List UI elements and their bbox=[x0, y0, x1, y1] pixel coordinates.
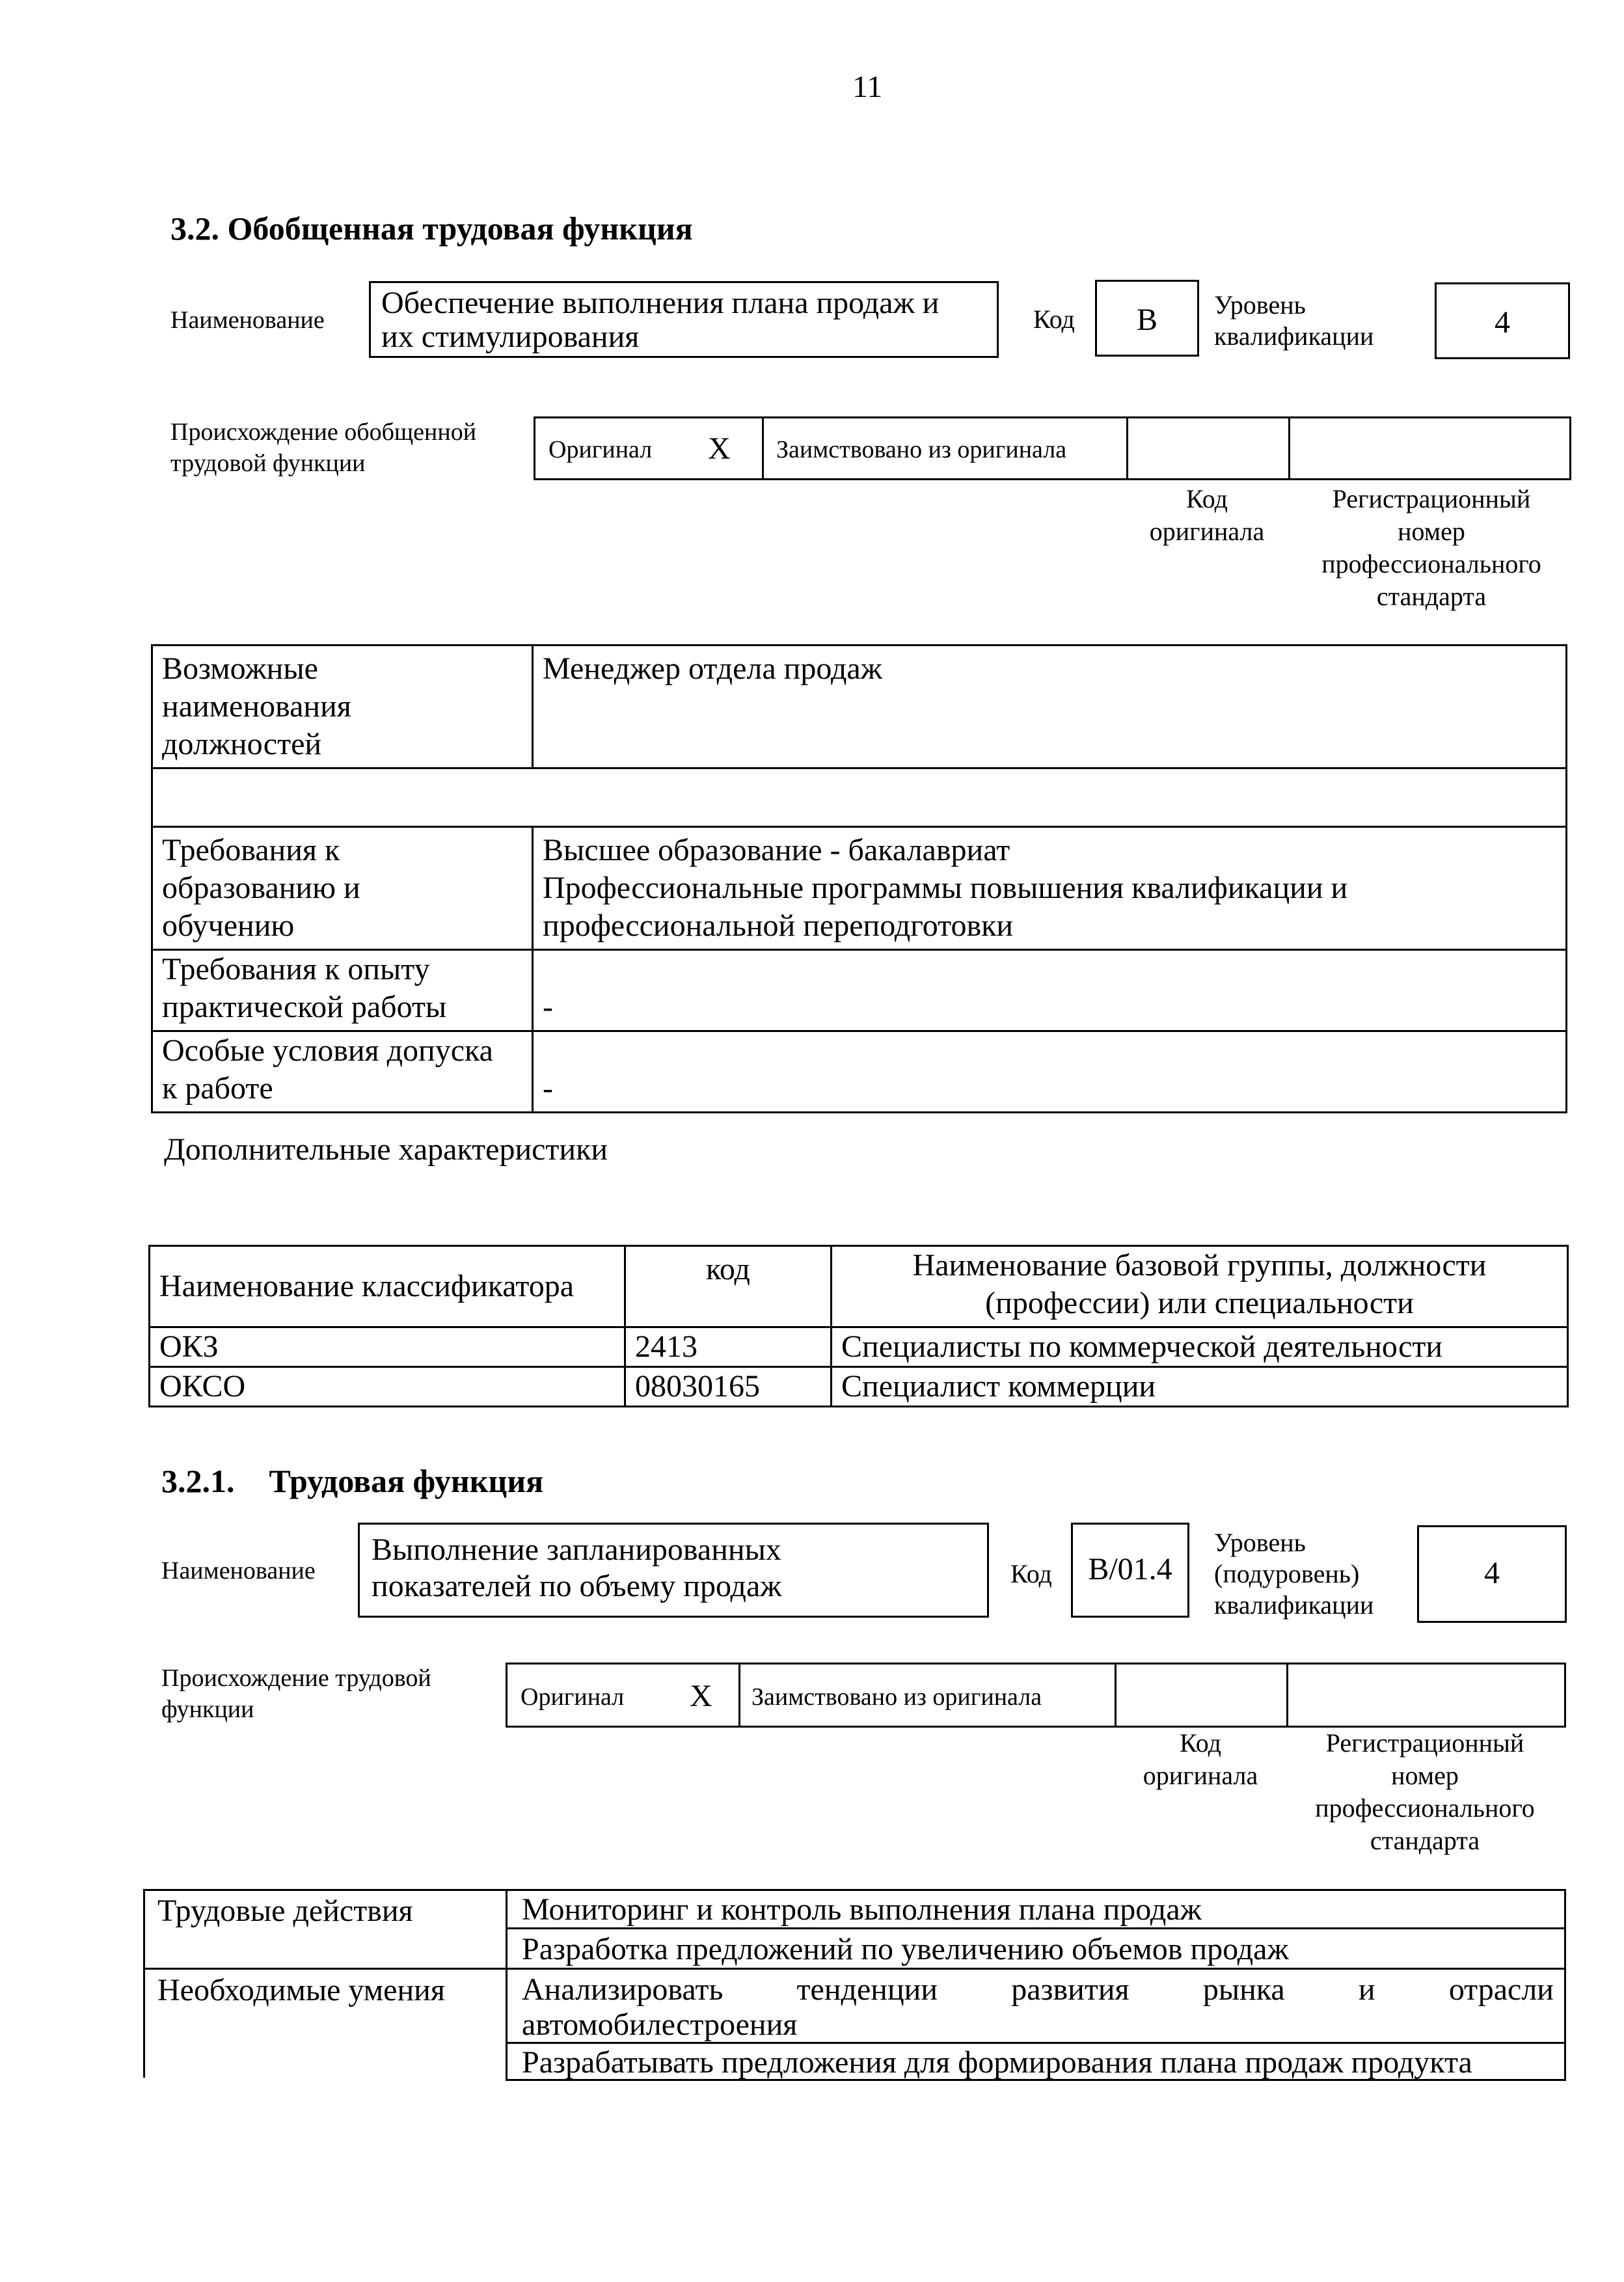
classifier-table bbox=[148, 1245, 1569, 1407]
tf-name-box bbox=[358, 1523, 989, 1618]
tf-code-label: Код bbox=[1010, 1559, 1052, 1588]
tf-origin-label-line2: функции bbox=[161, 1696, 254, 1723]
tf-code-orig-caption bbox=[1100, 1727, 1301, 1792]
tf-level-label-line1: Уровень bbox=[1214, 1528, 1306, 1557]
actions-table-left-border bbox=[143, 1889, 145, 2078]
gtf-reg-line4: стандарта bbox=[1376, 582, 1487, 611]
skill-item-2: Разрабатывать предложения для формирования плана продаж продукта bbox=[522, 2045, 1472, 2080]
tf-original-mark: X bbox=[690, 1679, 712, 1713]
tf-reg-line4: стандарта bbox=[1370, 1826, 1480, 1855]
education-label: Требования к образованию и обучению bbox=[152, 827, 533, 950]
tf-origin-divider-2 bbox=[1115, 1664, 1116, 1726]
row-2-code: 08030165 bbox=[625, 1367, 832, 1407]
gtf-origin-divider-3 bbox=[1288, 418, 1290, 478]
requirements-table bbox=[151, 644, 1567, 1113]
tf-origin-divider-1 bbox=[738, 1664, 740, 1726]
action-item-1: Мониторинг и контроль выполнения плана продаж bbox=[522, 1892, 1202, 1927]
tf-level-label-line2: (подуровень) bbox=[1214, 1559, 1360, 1588]
tf-name-label: Наименование bbox=[161, 1557, 316, 1584]
gtf-level-label-line1: Уровень bbox=[1214, 290, 1306, 319]
row-1-classifier: ОКЗ bbox=[150, 1327, 625, 1367]
row-1-name: Специалисты по коммерческой деятельности bbox=[832, 1327, 1568, 1367]
gtf-code-orig-line1: Код bbox=[1186, 484, 1228, 513]
tf-code-box: B/01.4 bbox=[1071, 1523, 1189, 1618]
gtf-origin-box bbox=[534, 416, 1571, 480]
tf-borrowed-label: Заимствовано из оригинала bbox=[751, 1683, 1042, 1711]
spacer-row bbox=[152, 768, 1567, 827]
tf-level-label-line3: квалификации bbox=[1214, 1590, 1374, 1620]
experience-value: - bbox=[533, 950, 1567, 1031]
tf-heading-text: Трудовая функция bbox=[269, 1463, 544, 1499]
gtf-name-line2: их стимулирования bbox=[381, 319, 640, 354]
gtf-origin-divider-1 bbox=[762, 418, 764, 478]
page-number: 11 bbox=[852, 70, 883, 104]
col-code: код bbox=[625, 1246, 832, 1327]
tf-code-orig-line1: Код bbox=[1180, 1728, 1221, 1758]
tf-heading-num: 3.2.1. bbox=[161, 1463, 235, 1499]
gtf-original-label: Оригинал bbox=[548, 436, 653, 463]
gtf-origin-label-line2: трудовой функции bbox=[170, 450, 366, 477]
gtf-reg-caption bbox=[1295, 483, 1568, 613]
tf-reg-caption bbox=[1288, 1727, 1562, 1857]
special-conditions-label: Особые условия допуска к работе bbox=[152, 1031, 533, 1113]
tf-origin-box bbox=[506, 1663, 1566, 1728]
tf-reg-line1: Регистрационный bbox=[1325, 1728, 1524, 1758]
row-1-code: 2413 bbox=[625, 1327, 832, 1367]
gtf-origin-label-line1: Происхождение обобщенной bbox=[170, 418, 477, 446]
tf-origin-label-line1: Происхождение трудовой bbox=[161, 1664, 431, 1692]
gtf-level-label-line2: квалификации bbox=[1214, 321, 1374, 351]
gtf-borrowed-label: Заимствовано из оригинала bbox=[776, 436, 1067, 463]
action-item-2: Разработка предложений по увеличению объемов продаж bbox=[522, 1932, 1289, 1966]
section-heading-gtf: 3.2. Обобщенная трудовая функция bbox=[170, 210, 693, 247]
tf-original-label: Оригинал bbox=[521, 1683, 625, 1711]
gtf-reg-line1: Регистрационный bbox=[1332, 484, 1531, 513]
gtf-reg-line2: номер bbox=[1398, 517, 1465, 546]
special-conditions-value: - bbox=[533, 1031, 1567, 1113]
actions-label: Трудовые действия bbox=[157, 1894, 413, 1928]
skill-item-1-line1: Анализировать тенденции развития рынка и отрасли bbox=[522, 1972, 1554, 2007]
gtf-code-orig-line2: оригинала bbox=[1149, 517, 1265, 546]
gtf-code-label: Код bbox=[1033, 305, 1075, 334]
tf-reg-line2: номер bbox=[1391, 1761, 1459, 1790]
gtf-reg-line3: профессионального bbox=[1321, 549, 1541, 578]
actions-skills-separator bbox=[143, 1968, 508, 1970]
tf-reg-line3: профессионального bbox=[1315, 1793, 1535, 1823]
gtf-origin-divider-2 bbox=[1126, 418, 1128, 478]
skills-label: Необходимые умения bbox=[157, 1973, 445, 2007]
tf-name-line1: Выполнение запланированных bbox=[372, 1532, 781, 1567]
education-value: Высшее образование - бакалавриат Профессиональные программы повышения квалификации и профессиональной переподготовки bbox=[533, 827, 1567, 950]
tf-level-box: 4 bbox=[1417, 1525, 1567, 1623]
skill-row-2 bbox=[506, 2042, 1566, 2081]
tf-name-line2: показателей по объему продаж bbox=[372, 1569, 782, 1603]
row-2-classifier: ОКСО bbox=[150, 1367, 625, 1407]
gtf-original-mark: X bbox=[708, 431, 731, 466]
row-2-name: Специалист коммерции bbox=[832, 1367, 1568, 1407]
gtf-code-orig-caption bbox=[1106, 483, 1308, 548]
col-group: Наименование базовой группы, должности (профессии) или специальности bbox=[832, 1246, 1568, 1327]
section-heading-tf bbox=[161, 1462, 543, 1500]
gtf-name-box bbox=[369, 281, 999, 358]
gtf-name-line1: Обеспечение выполнения плана продаж и bbox=[381, 286, 940, 320]
positions-label: Возможные наименования должностей bbox=[152, 645, 533, 768]
gtf-code-box: B bbox=[1095, 280, 1199, 357]
extra-heading: Дополнительные характеристики bbox=[164, 1132, 608, 1167]
experience-label: Требования к опыту практической работы bbox=[152, 950, 533, 1031]
tf-code-orig-line2: оригинала bbox=[1143, 1761, 1258, 1790]
gtf-level-box: 4 bbox=[1435, 282, 1570, 359]
skill-item-1-line2: автомобилестроения bbox=[522, 2007, 798, 2042]
action-row-1 bbox=[506, 1889, 1566, 1929]
col-classifier: Наименование классификатора bbox=[150, 1246, 625, 1327]
action-row-2 bbox=[506, 1927, 1566, 1970]
gtf-name-label: Наименование bbox=[170, 306, 325, 334]
skill-row-1 bbox=[506, 1968, 1566, 2044]
positions-value: Менеджер отдела продаж bbox=[533, 645, 1567, 768]
actions-table-top-left-border bbox=[143, 1889, 508, 1891]
tf-origin-divider-3 bbox=[1286, 1664, 1288, 1726]
